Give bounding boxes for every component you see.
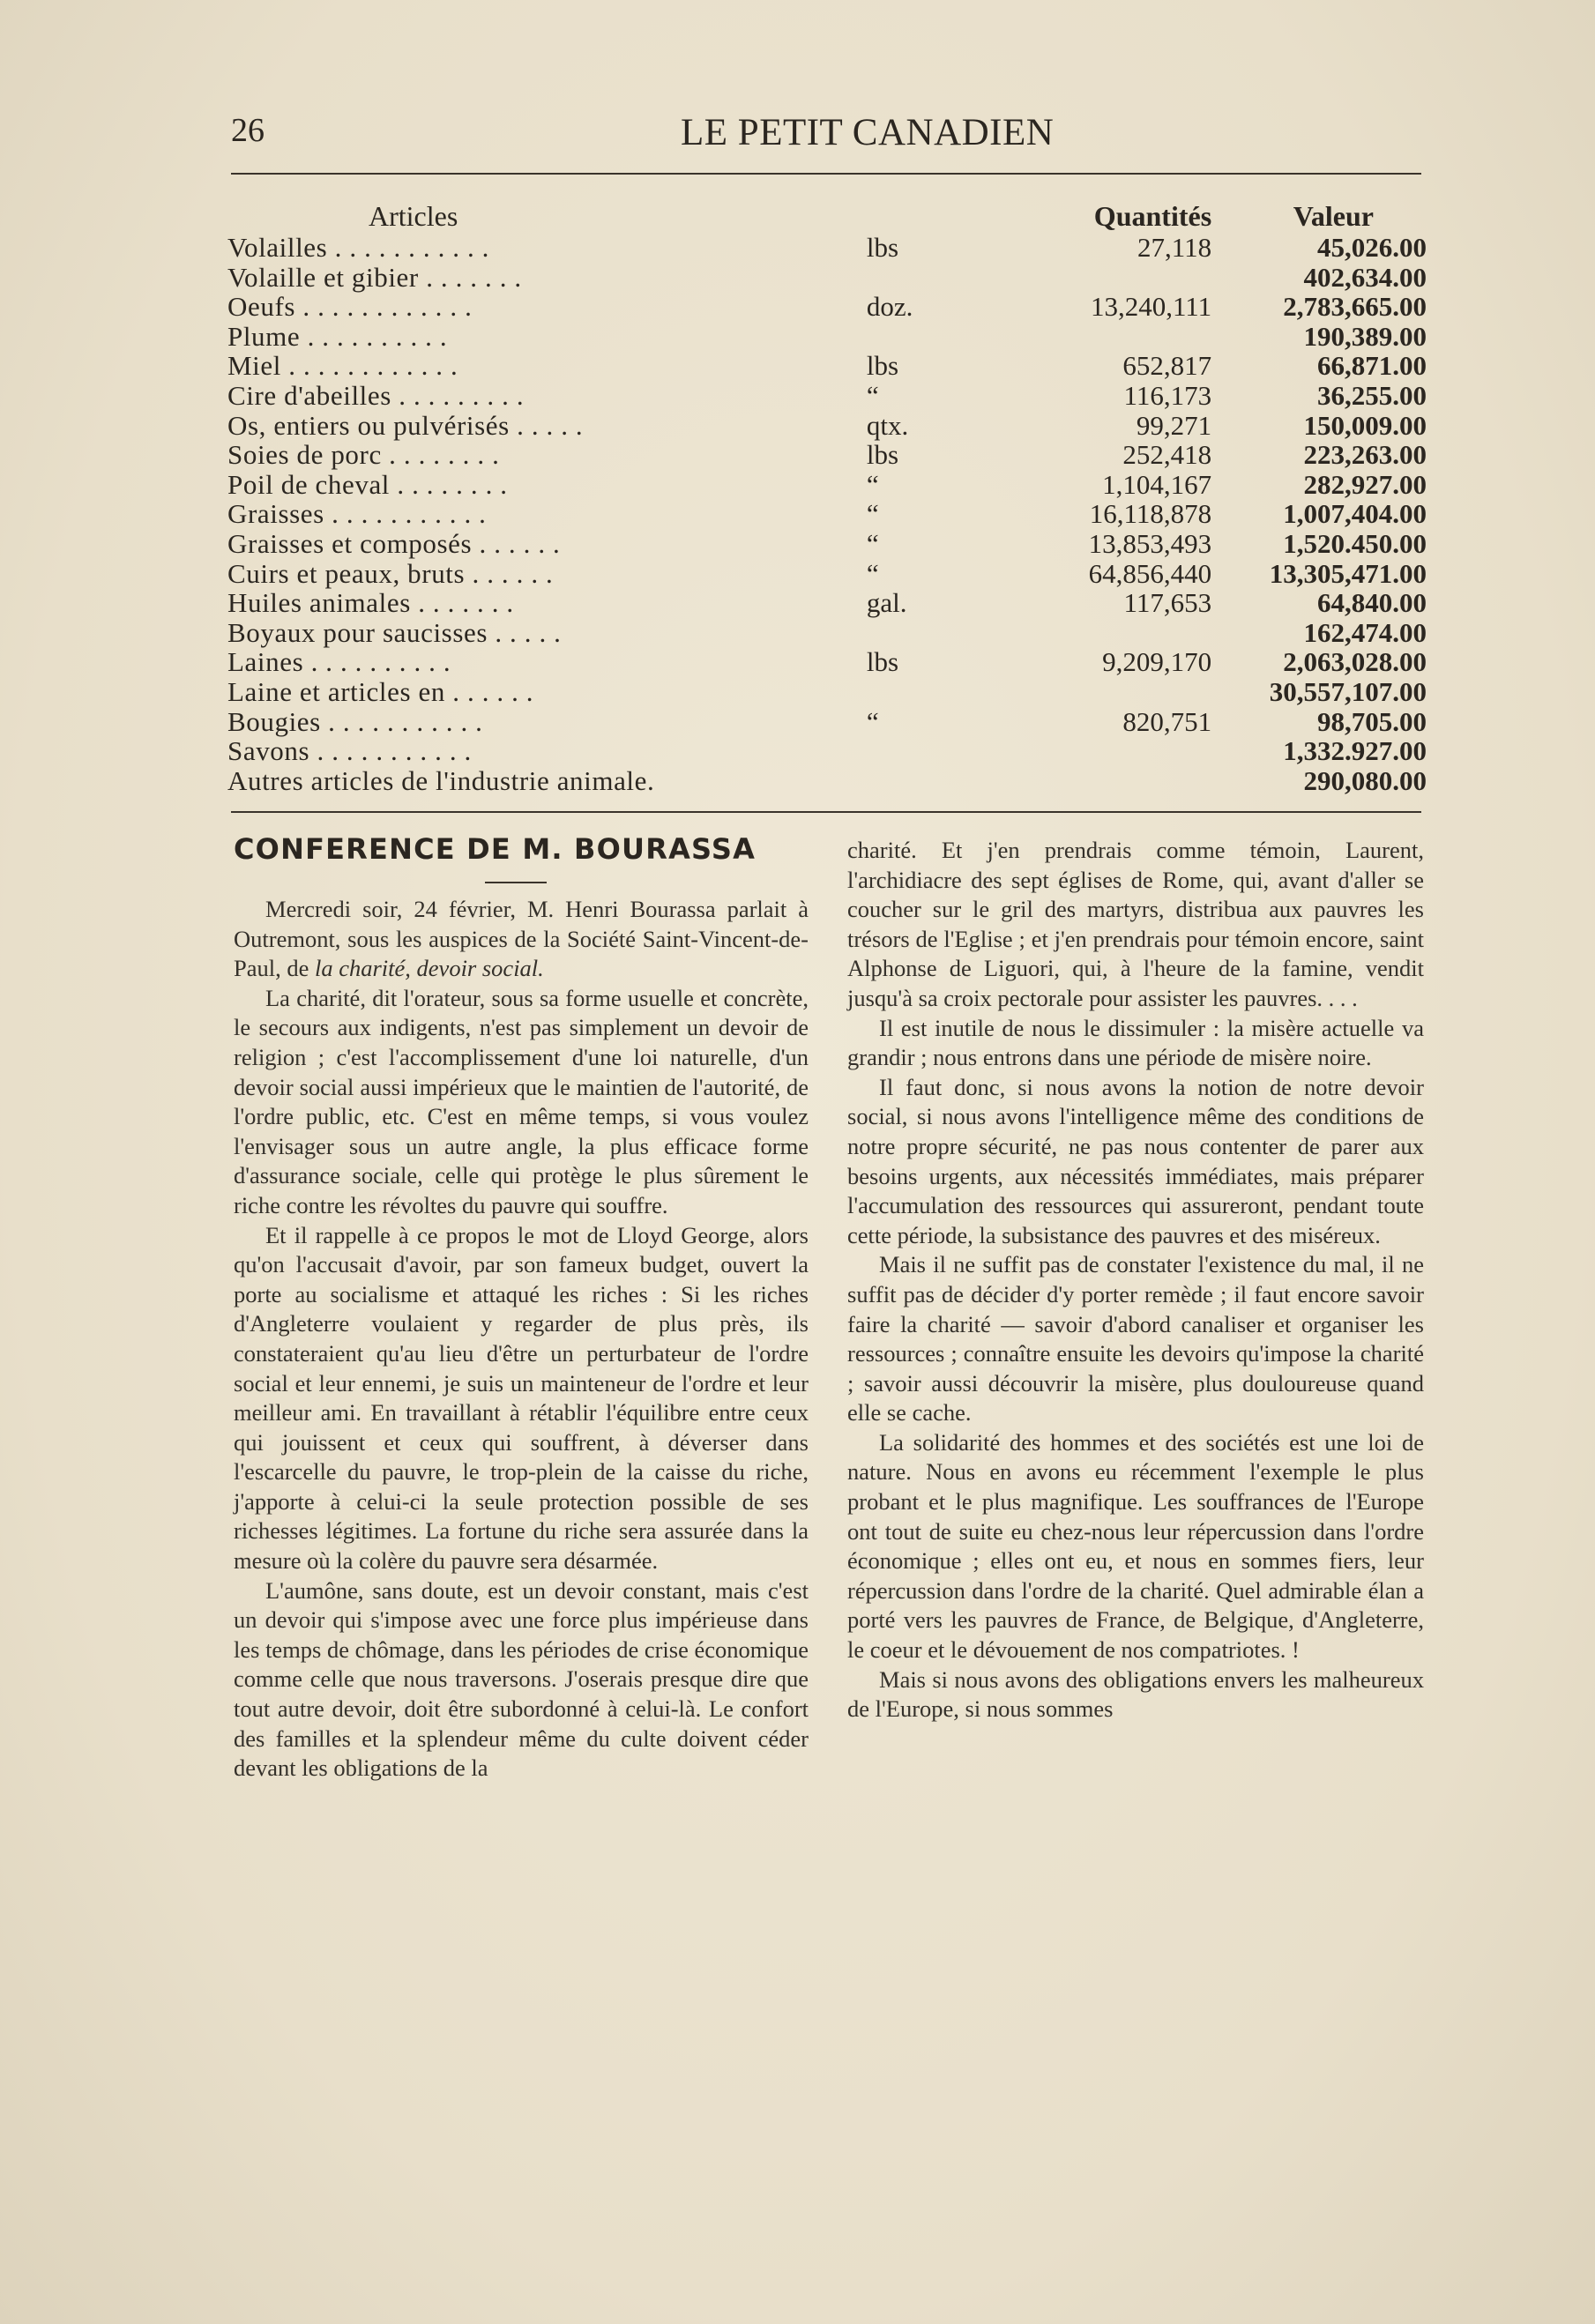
unit-cell: lbs [866,350,899,382]
article-cell: Miel . . . . . . . . . . . . [227,350,458,382]
unit-cell: “ [866,557,879,589]
unit-cell [796,322,1000,352]
article-column-left [234,895,809,1784]
table-body [227,233,1427,795]
paragraph: Et il rappelle à ce propos le mot de Lloyd George, alors qu'on l'accusait d'avoir, par son fameux budget, ouvert la porte au socialisme et attaqué les riches : Si les riches d'Angleterre voulaient y regarder de plus près, ils constateraient qu'au lieu d'être un perturbateur de l'ordre social et leur ennemi, je suis un mainteneur de l'ordre et leur meilleur ami. En travaillant à rétablir l'équilibre entre ceux qui jouissent et ceux qui souffrent, à déverser dans l'escarcelle du pauvre, le trop-plein de la caisse du riche, j'apporte à celui-ci la seule protection possible de ses richesses légitimes. La fortune du riche sera assurée dans la mesure où la colère du pauvre sera désarmée. [234,1221,809,1575]
article-cell: Autres articles de l'industrie animale. [227,764,655,796]
unit-cell: “ [866,379,879,411]
value-cell: 1,520.450.00 [1283,527,1427,559]
unit-cell: “ [866,705,879,737]
article-cell: Laines . . . . . . . . . . [227,646,451,678]
article-cell: Cuirs et peaux, bruts . . . . . . [227,557,554,589]
quantity-cell: 1,104,167 [1102,468,1212,500]
paragraph: Mais il ne suffit pas de constater l'existence du mal, il ne suffit pas de décider d'y porter remède ; il faut encore savoir faire la charité — savoir d'abord canaliser et organiser les ressources ; connaître ensuite les devoirs qu'impose la charité ; savoir aussi découvrir la misère, plus douloureuse quand elle se cache. [847,1251,1424,1426]
quantity-cell [1000,263,1212,293]
article-cell: Plume . . . . . . . . . . [227,320,448,352]
header-unit [796,192,1000,233]
value-cell: 13,305,471.00 [1269,557,1427,589]
value-cell: 66,871.00 [1317,350,1427,382]
table-row [227,381,1427,411]
header-valeur: Valeur [1293,200,1374,232]
unit-cell [796,677,1000,707]
article-cell: Graisses . . . . . . . . . . . [227,498,487,530]
unit-cell: lbs [866,439,899,471]
articles-table [227,192,1427,795]
table-row [227,470,1427,500]
quantity-cell [1000,677,1212,707]
value-cell: 30,557,107.00 [1269,675,1427,707]
title-underline [485,882,547,883]
article-cell: Graisses et composés . . . . . . [227,527,561,559]
quantity-cell: 13,853,493 [1088,527,1212,559]
article-cell: Cire d'abeilles . . . . . . . . . [227,379,525,411]
paragraph: La charité, dit l'orateur, sous sa forme usuelle et concrète, le secours aux indigents, n'est pas simplement un devoir de religion ; c'est l'accomplissement d'une loi naturelle, d'un devoir social aussi impérieux que le maintien de l'autorité, de l'ordre public, etc. C'est en même temps, si vous voulez l'envisager sous un autre angle, la plus efficace forme d'assurance sociale, celle qui protège le plus sûrement le riche contre les révoltes du pauvre qui souffre. [234,984,809,1218]
quantity-cell: 652,817 [1122,350,1212,382]
header-rule [231,173,1421,175]
value-cell: 1,007,404.00 [1283,498,1427,530]
value-cell: 190,389.00 [1303,320,1427,352]
article-cell: Oeufs . . . . . . . . . . . . [227,291,473,323]
table-row [227,647,1427,677]
quantity-cell [1000,736,1212,766]
header-quantites: Quantités [1093,200,1212,232]
quantity-cell: 27,118 [1137,232,1212,263]
paragraph: Mais si nous avons des obligations envers les malheureux de l'Europe, si nous sommes [847,1665,1424,1723]
article-column-right [847,836,1424,1724]
table-row [227,766,1427,796]
table-row [227,707,1427,737]
article-cell: Poil de cheval . . . . . . . . [227,468,508,500]
quantity-cell: 252,418 [1122,439,1212,471]
table-header-row [227,192,1427,233]
value-cell: 150,009.00 [1303,409,1427,441]
article-cell: Laine et articles en . . . . . . [227,675,534,707]
article-cell: Volaille et gibier . . . . . . . [227,261,522,293]
quantity-cell: 13,240,111 [1090,291,1212,323]
page-number: 26 [231,112,265,149]
table-row [227,677,1427,707]
table-row [227,736,1427,766]
article-cell: Savons . . . . . . . . . . . [227,735,472,767]
value-cell: 162,474.00 [1303,616,1427,648]
quantity-cell: 64,856,440 [1088,557,1212,589]
value-cell: 2,063,028.00 [1283,646,1427,678]
value-cell: 290,080.00 [1303,764,1427,796]
quantity-cell: 117,653 [1123,587,1212,619]
paragraph [234,895,809,984]
value-cell: 2,783,665.00 [1283,291,1427,323]
unit-cell [796,736,1000,766]
paragraph: Il faut donc, si nous avons la notion de notre devoir social, si nous avons l'intelligence même des conditions de notre propre sécurité, ne pas nous contenter de parer aux besoins urgents, aux nécessités immédiates, mais préparer l'accumulation des ressources qui assureront, pendant toute cette période, la subsistance des pauvres et des miséreux. [847,1073,1424,1248]
quantity-cell: 16,118,878 [1089,498,1212,530]
unit-cell: “ [866,527,879,559]
unit-cell [796,766,1000,796]
paragraph-text: Mercredi soir, 24 février, M. Henri Bourassa parlait à Outremont, sous les auspices de la Société Saint-Vincent-de-Paul, de [234,896,809,982]
paragraph: L'aumône, sans doute, est un devoir constant, mais c'est un devoir qui s'impose avec une force plus impérieuse dans les temps de chômage, dans les périodes de crise économique comme celle que nous traversons. J'oserais presque dire que tout autre devoir, doit être subordonné à celui-là. Le confort des familles et la splendeur même du culte doivent céder devant les obligations de la [234,1576,809,1782]
unit-cell: doz. [866,291,913,323]
article-cell: Os, entiers ou pulvérisés . . . . . [227,409,584,441]
unit-cell: “ [866,468,879,500]
table-row [227,440,1427,470]
table-row [227,351,1427,381]
table-row [227,411,1427,441]
article-cell: Huiles animales . . . . . . . [227,587,514,619]
value-cell: 64,840.00 [1317,587,1427,619]
value-cell: 282,927.00 [1303,468,1427,500]
unit-cell: lbs [866,646,899,678]
page-header [231,111,1421,164]
article-cell: Soies de porc . . . . . . . . [227,439,500,471]
quantity-cell: 820,751 [1122,705,1212,737]
quantity-cell [1000,322,1212,352]
value-cell: 98,705.00 [1317,705,1427,737]
article-cell: Bougies . . . . . . . . . . . [227,705,483,737]
paragraph: Il est inutile de nous le dissimuler : la misère actuelle va grandir ; nous entrons dans une période de misère noire. [847,1014,1424,1071]
unit-cell [796,618,1000,648]
quantity-cell: 116,173 [1123,379,1212,411]
quantity-cell: 99,271 [1136,409,1212,441]
table-row [227,588,1427,618]
table-row [227,233,1427,263]
article-title: CONFERENCE DE M. BOURASSA [234,832,757,866]
unit-cell: qtx. [866,409,909,441]
article-cell: Boyaux pour saucisses . . . . . [227,616,562,648]
value-cell: 1,332.927.00 [1283,735,1427,767]
paragraph-italic: la charité, devoir social. [315,955,544,982]
value-cell: 36,255.00 [1317,379,1427,411]
table-row [227,292,1427,322]
article-cell: Volailles . . . . . . . . . . . [227,232,490,263]
paragraph: charité. Et j'en prendrais comme témoin, Laurent, l'archidiacre des sept églises de Rome, qui, avant d'aller se coucher sur le gril des martyrs, distribua aux pauvres les trésors de l'Eglise ; et j'en prendrais pour témoin encore, saint Alphonse de Liguori, qui, à l'heure de la famine, vendit jusqu'à sa croix pectorale pour assister les pauvres. . . . [847,837,1424,1011]
table-row [227,263,1427,293]
value-cell: 45,026.00 [1317,232,1427,263]
table-row [227,529,1427,559]
unit-cell [796,263,1000,293]
unit-cell: lbs [866,232,899,263]
table-row [227,618,1427,648]
value-cell: 223,263.00 [1303,439,1427,471]
quantity-cell [1000,766,1212,796]
header-articles: Articles [369,200,458,232]
value-cell: 402,634.00 [1303,261,1427,293]
table-row [227,322,1427,352]
table-row [227,499,1427,529]
unit-cell: gal. [866,587,907,619]
table-bottom-rule [231,811,1421,813]
quantity-cell: 9,209,170 [1102,646,1212,678]
running-title: LE PETIT CANADIEN [681,112,1055,153]
quantity-cell [1000,618,1212,648]
unit-cell: “ [866,498,879,530]
table-row [227,559,1427,589]
paragraph: La solidarité des hommes et des sociétés est une loi de nature. Nous en avons eu récemment l'exemple le plus probant et le plus magnifique. Les souffrances de l'Europe ont tout de suite eu chez-nous leur répercussion dans l'ordre économique ; elles ont eu, et nous en sommes fiers, leur répercussion dans l'ordre de la charité. Quel admirable élan a porté vers les pauvres de France, de Belgique, d'Angleterre, le coeur et le dévouement de nos compatriotes. ! [847,1428,1424,1664]
